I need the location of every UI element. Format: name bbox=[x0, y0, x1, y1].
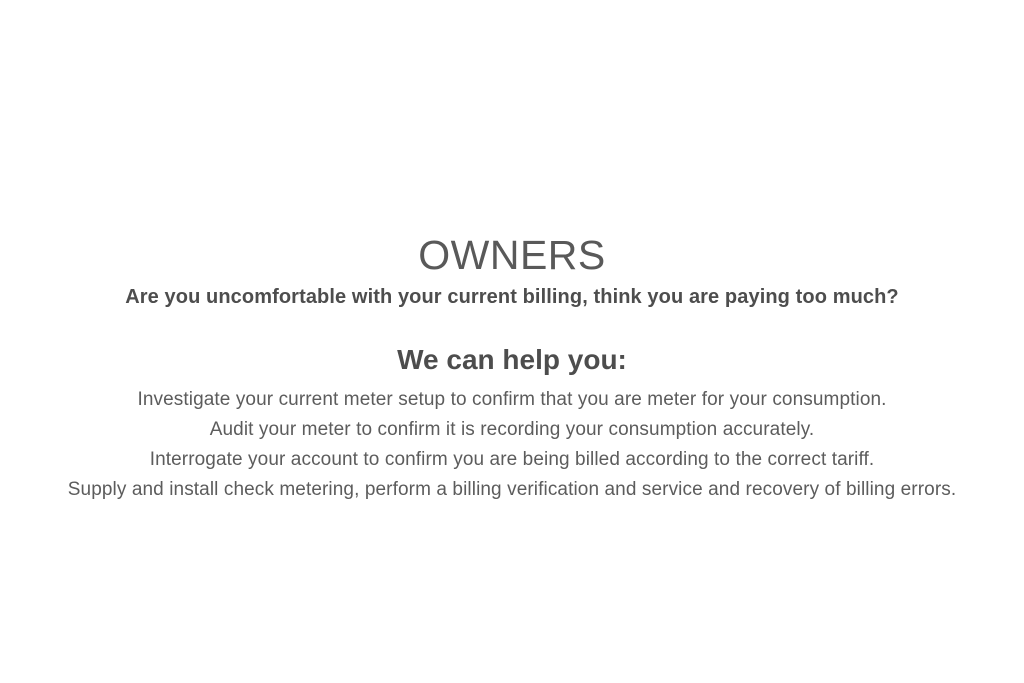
service-item-investigate: Investigate your current meter setup to confirm that you are meter for your consumption. bbox=[137, 389, 887, 410]
help-heading: We can help you: bbox=[397, 344, 627, 375]
services-list bbox=[0, 385, 1024, 505]
service-item-interrogate: Interrogate your account to confirm you are being billed according to the correct tariff. bbox=[149, 449, 875, 470]
billing-question-subtitle: Are you uncomfortable with your current billing, think you are paying too much? bbox=[125, 286, 899, 308]
service-item-audit: Audit your meter to confirm it is recording your consumption accurately. bbox=[209, 419, 815, 440]
service-item-supply-install: Supply and install check metering, perform a billing verification and service and recovery of billing errors. bbox=[67, 479, 957, 500]
page-title: OWNERS bbox=[418, 232, 606, 278]
